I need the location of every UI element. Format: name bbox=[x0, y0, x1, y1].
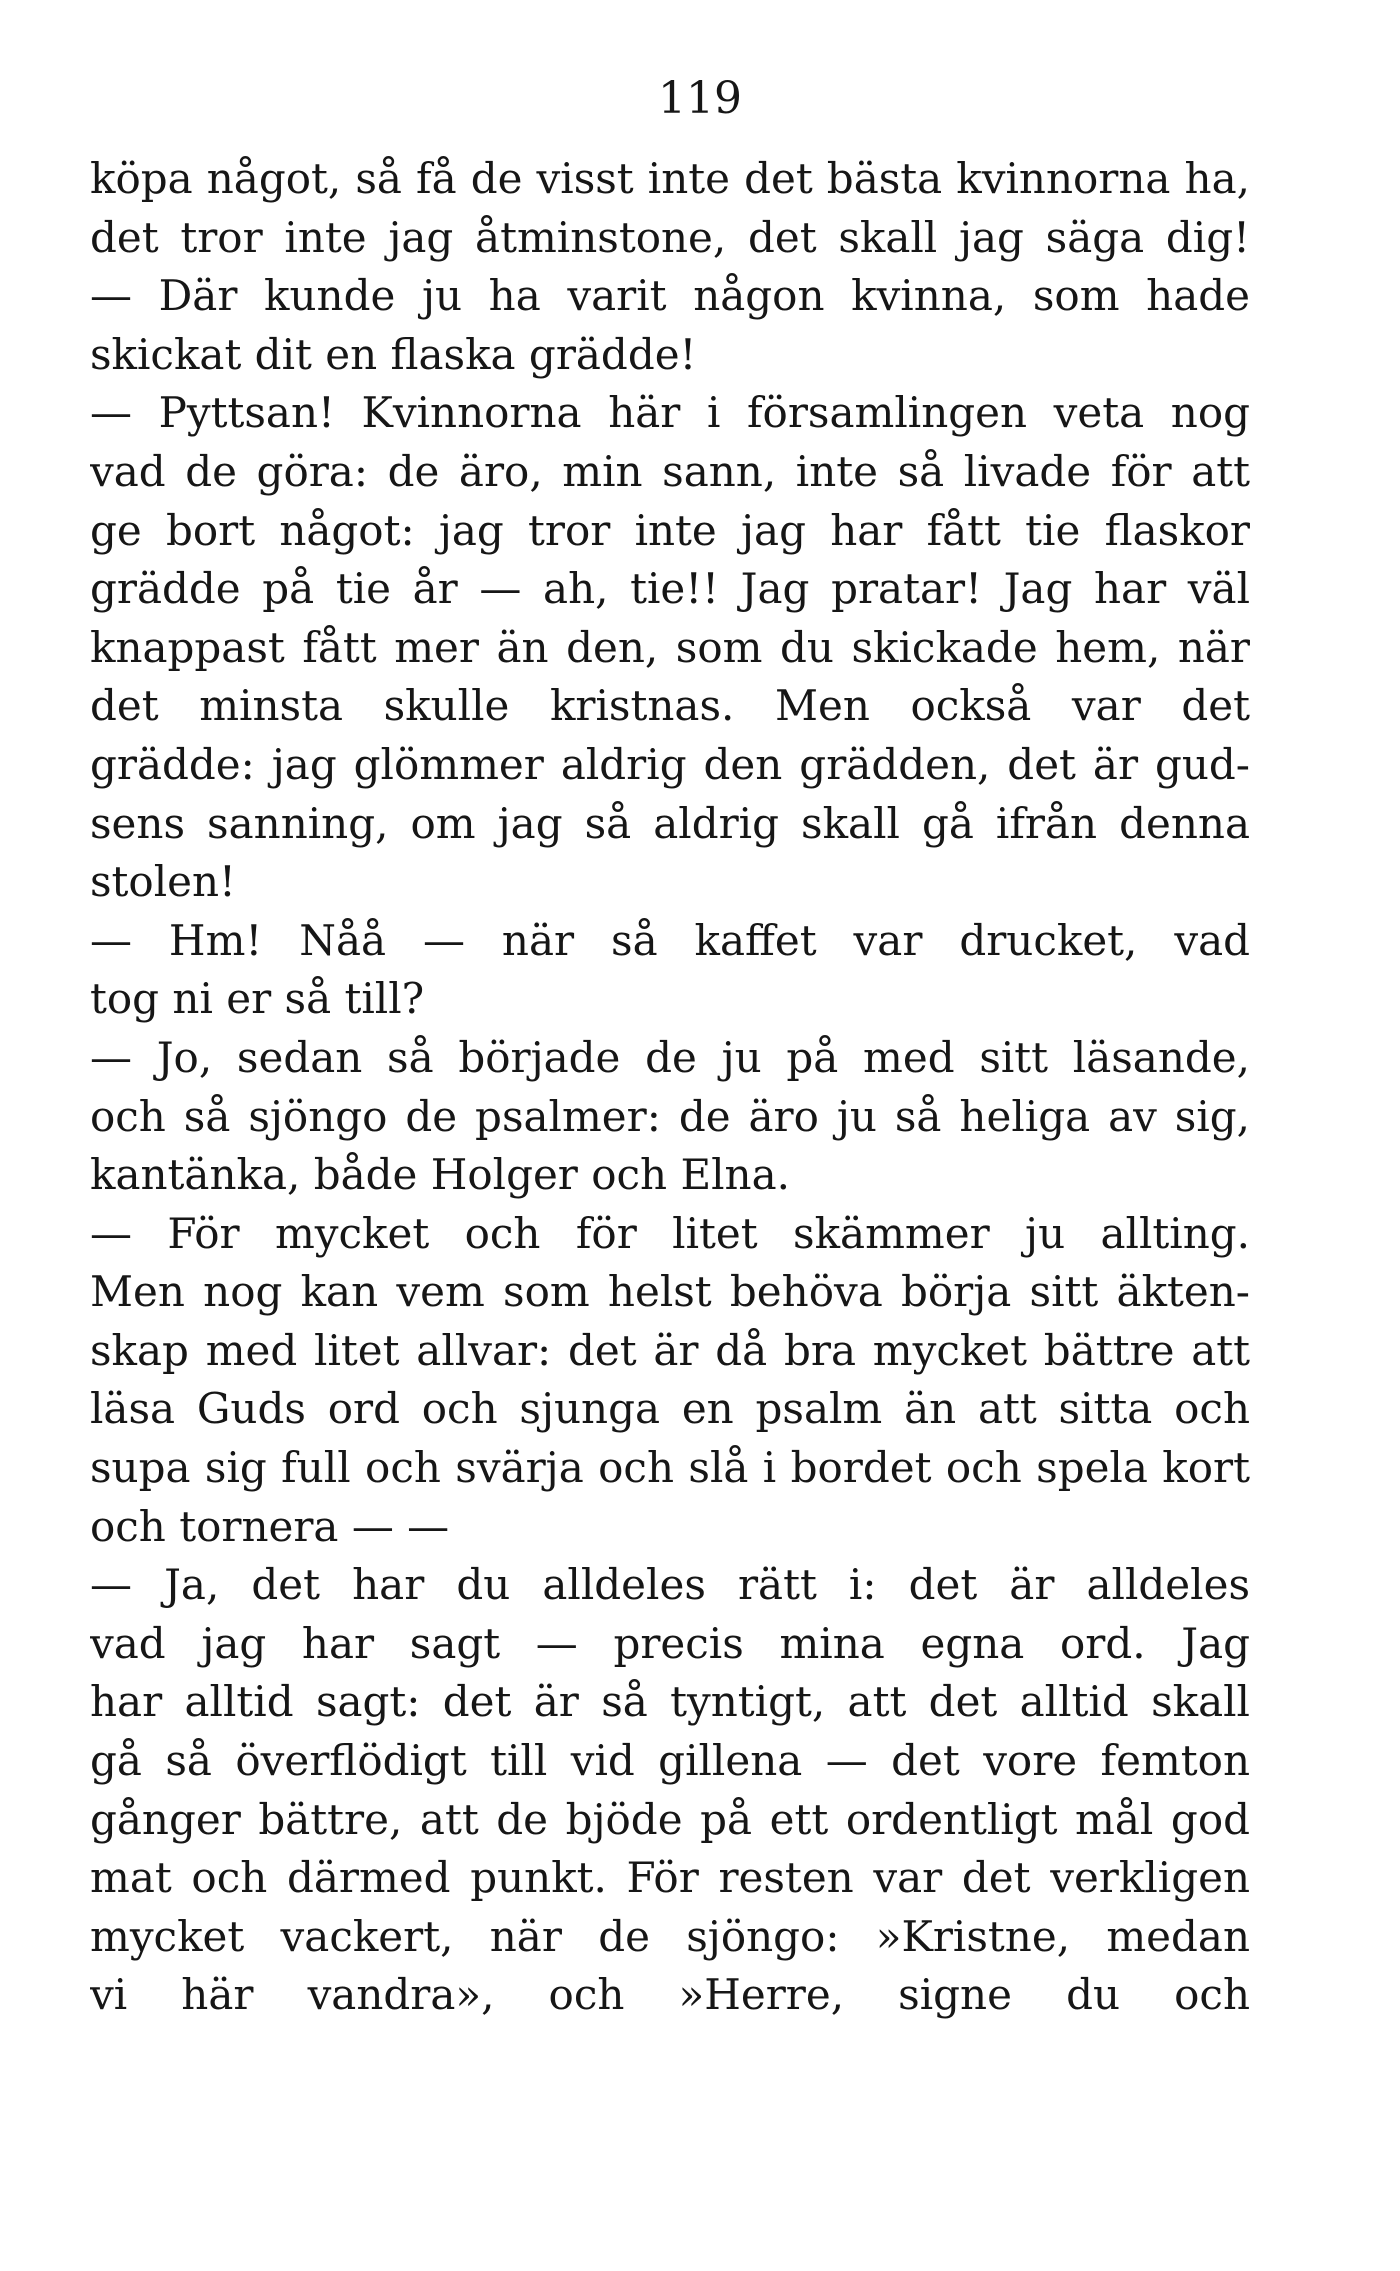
text-line: supa sig full och svärja och slå i bordet och spela kort bbox=[90, 1443, 1250, 1493]
text-line: grädde: jag glömmer aldrig den grädden, det är gud- bbox=[90, 739, 1250, 789]
text-line: skickat dit en flaska grädde! bbox=[90, 329, 697, 379]
text-line: vi här vandra», och »Herre, signe du och bbox=[90, 1970, 1250, 2020]
text-line: — Hm! Nåå — när så kaffet var drucket, vad bbox=[90, 915, 1250, 965]
text-line: — Jo, sedan så började de ju på med sitt läsande, bbox=[90, 1032, 1250, 1082]
text-line: — Där kunde ju ha varit någon kvinna, som hade bbox=[90, 271, 1250, 321]
text-line: läsa Guds ord och sjunga en psalm än att sitta och bbox=[90, 1384, 1250, 1434]
text-line: det minsta skulle kristnas. Men också var det bbox=[90, 681, 1250, 731]
text-line: ge bort något: jag tror inte jag har fått tie flaskor bbox=[90, 505, 1250, 555]
text-line: — Ja, det har du alldeles rätt i: det är alldeles bbox=[90, 1560, 1250, 1610]
text-line: Men nog kan vem som helst behöva börja sitt äkten- bbox=[90, 1267, 1250, 1317]
text-line: kantänka, både Holger och Elna. bbox=[90, 1150, 790, 1200]
text-line: mycket vackert, när de sjöngo: »Kristne, medan bbox=[90, 1911, 1250, 1961]
text-line: och tornera — — bbox=[90, 1501, 450, 1551]
text-line: knappast fått mer än den, som du skickade hem, när bbox=[90, 622, 1250, 672]
text-line: och så sjöngo de psalmer: de äro ju så heliga av sig, bbox=[90, 1091, 1250, 1141]
text-line: vad jag har sagt — precis mina egna ord. Jag bbox=[90, 1618, 1250, 1668]
text-line: — För mycket och för litet skämmer ju allting. bbox=[90, 1208, 1250, 1258]
text-line: tog ni er så till? bbox=[90, 974, 425, 1024]
text-line: gå så överflödigt till vid gillena — det vore femton bbox=[90, 1736, 1250, 1786]
text-line: grädde på tie år — ah, tie!! Jag pratar! Jag har väl bbox=[90, 564, 1250, 614]
text-line: stolen! bbox=[90, 857, 236, 907]
text-line: skap med litet allvar: det är då bra mycket bättre att bbox=[90, 1325, 1250, 1375]
text-line: köpa något, så få de visst inte det bästa kvinnorna ha, bbox=[90, 154, 1250, 203]
text-line: har alltid sagt: det är så tyntigt, att det alltid skall bbox=[90, 1677, 1250, 1727]
text-line: — Pyttsan! Kvinnorna här i församlingen veta nog bbox=[90, 388, 1250, 438]
text-line: gånger bättre, att de bjöde på ett ordentligt mål god bbox=[90, 1794, 1250, 1844]
text-line: vad de göra: de äro, min sann, inte så livade för att bbox=[90, 446, 1250, 496]
body-text bbox=[90, 150, 1250, 2025]
text-line: mat och därmed punkt. För resten var det verkligen bbox=[90, 1853, 1250, 1903]
page-number: 119 bbox=[658, 73, 742, 124]
text-line: det tror inte jag åtminstone, det skall jag säga dig! bbox=[90, 212, 1250, 262]
text-line: sens sanning, om jag så aldrig skall gå ifrån denna bbox=[90, 798, 1250, 848]
